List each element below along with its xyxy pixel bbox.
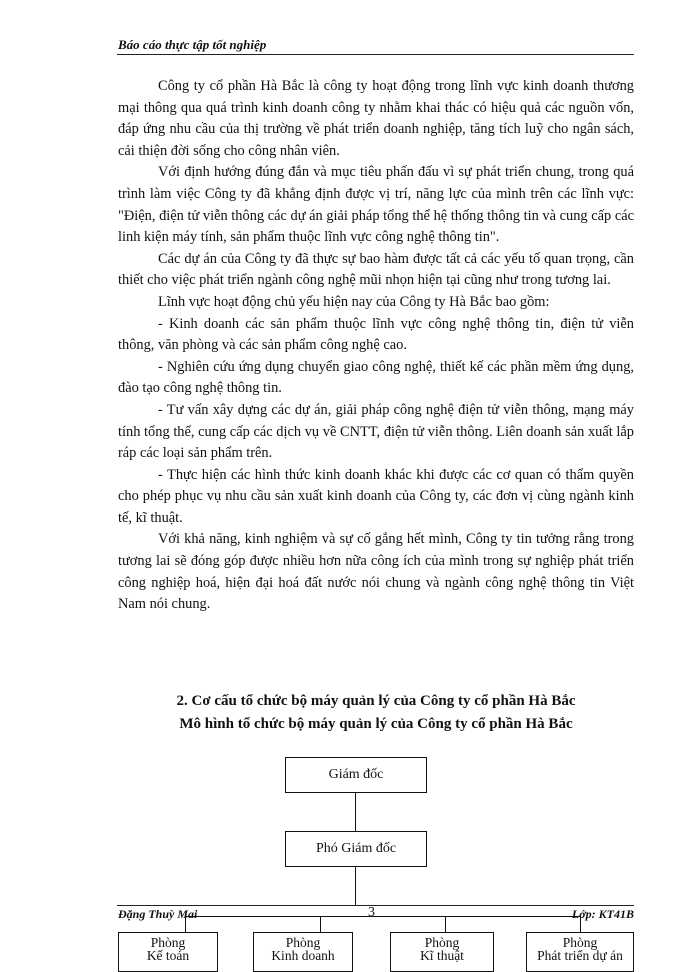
page-number: 3 [368, 905, 375, 920]
org-label-business: Phòng Kinh doanh [271, 935, 335, 963]
footer-author: Đặng Thuỳ Mai [118, 907, 198, 921]
section-headings [118, 690, 634, 736]
connector-departments-bar [185, 916, 580, 917]
org-box-director [285, 757, 427, 793]
org-label-accounting: Phòng Kế toán [146, 935, 190, 963]
connector-dept-business [320, 916, 321, 932]
connector-dept-accounting [185, 916, 186, 932]
document-body [118, 76, 634, 616]
connector-dept-projects [580, 916, 581, 932]
org-label-technical: Phòng Kĩ thuật [420, 935, 464, 963]
section-heading: 2. Cơ cấu tổ chức bộ máy quản lý của Công ty cổ phần Hà Bắc [176, 693, 576, 709]
footer-rule [117, 905, 634, 906]
paragraph-fields-intro: Lĩnh vực hoạt động chủ yếu hiện nay của Công ty Hà Bắc bao gồm: [158, 293, 550, 310]
org-label-deputy: Phó Giám đốc [315, 841, 397, 856]
list-item-consulting: - Tư vấn xây dựng các dự án, giải pháp công nghệ điện tử viễn thông, mạng máy tính tổng thể, cung cấp các dịch vụ về CNTT, điện tử viễn thông. Liên doanh sản xuất lắp ráp các loại sản phẩm trên. [118, 401, 634, 462]
org-box-deputy [285, 831, 427, 867]
list-item-other: - Thực hiện các hình thức kinh doanh khác khi được các cơ quan có thẩm quyền cho phép phục vụ nhu cầu sản xuất kinh doanh của Công ty, các đơn vị cùng ngành kinh tế, kĩ thuật. [118, 466, 634, 526]
section-subheading: Mô hình tổ chức bộ máy quản lý của Công ty cổ phần Hà Bắc [179, 716, 573, 732]
paragraph-intro: Công ty cổ phần Hà Bắc là công ty hoạt động trong lĩnh vực kinh doanh thương mại thông qua quá trình kinh doanh công ty nhằm khai thác có hiệu quả các nguồn vốn, đáp ứng nhu cầu của thị trường về phát triển doanh nghiệp, tăng tích luỹ cho ngân sách, cải thiện đời sống cho công nhân viên. [118, 78, 634, 159]
header-rule [117, 54, 634, 55]
footer-class: Lớp: KT41B [571, 907, 634, 921]
connector-dept-technical [445, 916, 446, 932]
paragraph-conclusion: Với khả năng, kinh nghiệm và sự cố gắng hết mình, Công ty tin tưởng rằng trong tương lai sẽ đóng góp được nhiều hơn nữa công ích của mình trong sự nghiệp phát triển công nghiệp hoá, hiện đại hoá đất nước nói chung và ngành công nghệ thông tin Việt Nam nói chung. [118, 531, 634, 613]
org-label-director: Giám đốc [328, 767, 384, 782]
list-item-research: - Nghiên cứu ứng dụng chuyển giao công nghệ, thiết kế các phần mềm ứng dụng, đào tạo công nghệ thông tin. [118, 358, 634, 397]
list-item-business: - Kinh doanh các sản phẩm thuộc lĩnh vực công nghệ thông tin, điện tử viễn thông, văn phòng và các sản phẩm công nghệ cao. [118, 315, 634, 354]
paragraph-orientation: Với định hướng đúng đắn và mục tiêu phấn đấu vì sự phát triển chung, trong quá trình làm việc Công ty đã khẳng định được vị trí, năng lực của mình trên các lĩnh vực: "Điện, điện tử viễn thông các dự án giải pháp tổng thể hệ thống thông tin và cung cấp các linh kiện máy tính, sản phẩm thuộc lĩnh vực công nghệ thông tin". [118, 164, 634, 246]
connector-deputy-down [355, 867, 356, 905]
connector-director-deputy [355, 793, 356, 831]
paragraph-projects: Các dự án của Công ty đã thực sự bao hàm được tất cả các yếu tố quan trọng, cần thiết cho việc phát triển ngành công nghệ mũi nhọn hiện tại cũng như trong tương lai. [118, 250, 634, 289]
header-title: Báo cáo thực tập tốt nghiệp [118, 37, 267, 52]
org-label-projects: Phòng Phát triển dự án [537, 935, 623, 963]
